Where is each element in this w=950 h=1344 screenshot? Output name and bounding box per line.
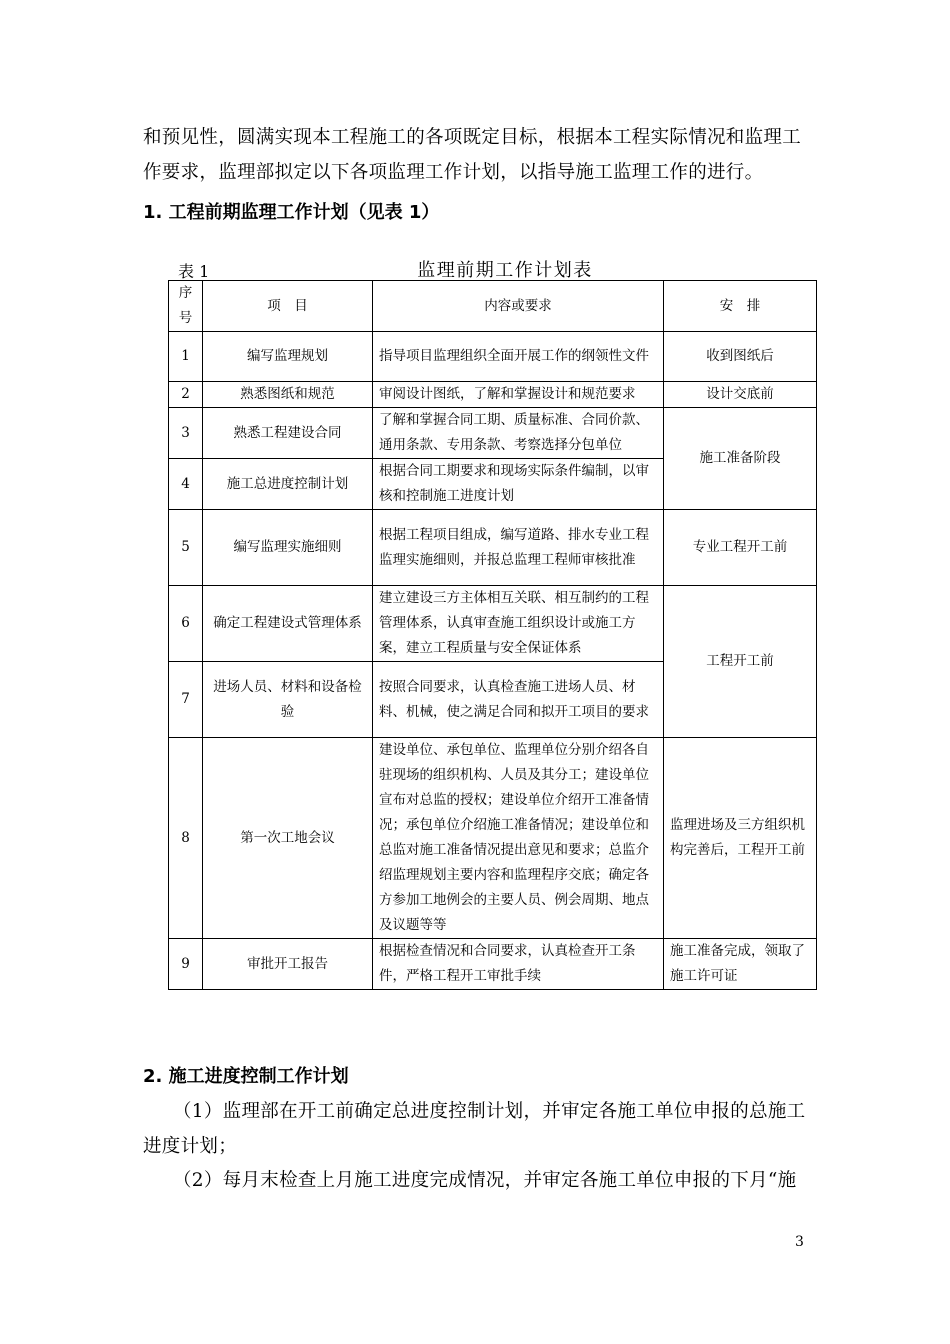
row-schedule: 专业工程开工前 [664, 510, 817, 586]
row-num: 8 [169, 738, 203, 939]
table-row [169, 738, 817, 939]
row-item: 编写监理规划 [203, 332, 373, 382]
table-label: 表 1 [178, 262, 210, 281]
row-num: 4 [169, 459, 203, 510]
table-title: 监理前期工作计划表 [417, 260, 593, 281]
row-item: 确定工程建设式管理体系 [203, 586, 373, 662]
row-schedule: 工程开工前 [664, 586, 817, 738]
row-item: 编写监理实施细则 [203, 510, 373, 586]
row-num: 2 [169, 382, 203, 408]
section-2-item-2-line-1: （2）每月末检查上月施工进度完成情况，并审定各施工单位申报的下月“施 [173, 1170, 797, 1191]
header-item: 项 目 [203, 281, 373, 332]
row-num: 6 [169, 586, 203, 662]
section-2-heading: 2. 施工进度控制工作计划 [143, 1066, 349, 1087]
row-num: 1 [169, 332, 203, 382]
row-content: 建立建设三方主体相互关联、相互制约的工程管理体系，认真审查施工组织设计或施工方案，建立工程质量与安全保证体系 [373, 586, 664, 662]
row-num: 5 [169, 510, 203, 586]
intro-line-2: 作要求，监理部拟定以下各项监理工作计划，以指导施工监理工作的进行。 [143, 162, 764, 183]
row-schedule: 设计交底前 [664, 382, 817, 408]
row-num: 3 [169, 408, 203, 459]
header-content: 内容或要求 [373, 281, 664, 332]
page-number: 3 [795, 1234, 804, 1250]
row-content: 根据工程项目组成，编写道路、排水专业工程监理实施细则，并报总监理工程师审核批准 [373, 510, 664, 586]
row-content: 根据检查情况和合同要求，认真检查开工条件，严格工程开工审批手续 [373, 939, 664, 990]
row-schedule: 施工准备阶段 [664, 408, 817, 510]
section-2-item-1-line-2: 进度计划； [143, 1136, 238, 1157]
section-2-item-1-line-1: （1）监理部在开工前确定总进度控制计划，并审定各施工单位申报的总施工 [173, 1101, 806, 1122]
table-row [169, 510, 817, 586]
table-row [169, 408, 817, 459]
section-1-heading: 1. 工程前期监理工作计划（见表 1） [143, 202, 440, 223]
table-row [169, 586, 817, 662]
row-item: 审批开工报告 [203, 939, 373, 990]
row-content: 建设单位、承包单位、监理单位分别介绍各自驻现场的组织机构、人员及其分工；建设单位宣布对总监的授权；建设单位介绍开工准备情况；承包单位介绍施工准备情况；建设单位和总监对施工准备情况提出意见和要求；总监介绍监理规划主要内容和监理程序交底；确定各方参加工地例会的主要人员、例会周期、地点及议题等等 [373, 738, 664, 939]
table-row [169, 332, 817, 382]
row-content: 审阅设计图纸，了解和掌握设计和规范要求 [373, 382, 664, 408]
row-content: 指导项目监理组织全面开展工作的纲领性文件 [373, 332, 664, 382]
row-content: 根据合同工期要求和现场实际条件编制，以审核和控制施工进度计划 [373, 459, 664, 510]
row-content: 按照合同要求，认真检查施工进场人员、材料、机械，使之满足合同和拟开工项目的要求 [373, 662, 664, 738]
table-header-row [169, 281, 817, 332]
table-row [169, 382, 817, 408]
work-plan-table [168, 280, 817, 990]
header-schedule: 安 排 [664, 281, 817, 332]
row-num: 9 [169, 939, 203, 990]
row-content: 了解和掌握合同工期、质量标准、合同价款、通用条款、专用条款、考察选择分包单位 [373, 408, 664, 459]
row-item: 第一次工地会议 [203, 738, 373, 939]
intro-line-1: 和预见性，圆满实现本工程施工的各项既定目标，根据本工程实际情况和监理工 [143, 127, 802, 148]
row-schedule: 收到图纸后 [664, 332, 817, 382]
row-item: 施工总进度控制计划 [203, 459, 373, 510]
row-item: 熟悉图纸和规范 [203, 382, 373, 408]
row-item: 熟悉工程建设合同 [203, 408, 373, 459]
row-num: 7 [169, 662, 203, 738]
header-num: 序号 [169, 281, 203, 332]
row-item: 进场人员、材料和设备检验 [203, 662, 373, 738]
row-schedule: 监理进场及三方组织机构完善后，工程开工前 [664, 738, 817, 939]
row-schedule: 施工准备完成，领取了施工许可证 [664, 939, 817, 990]
table-row [169, 939, 817, 990]
